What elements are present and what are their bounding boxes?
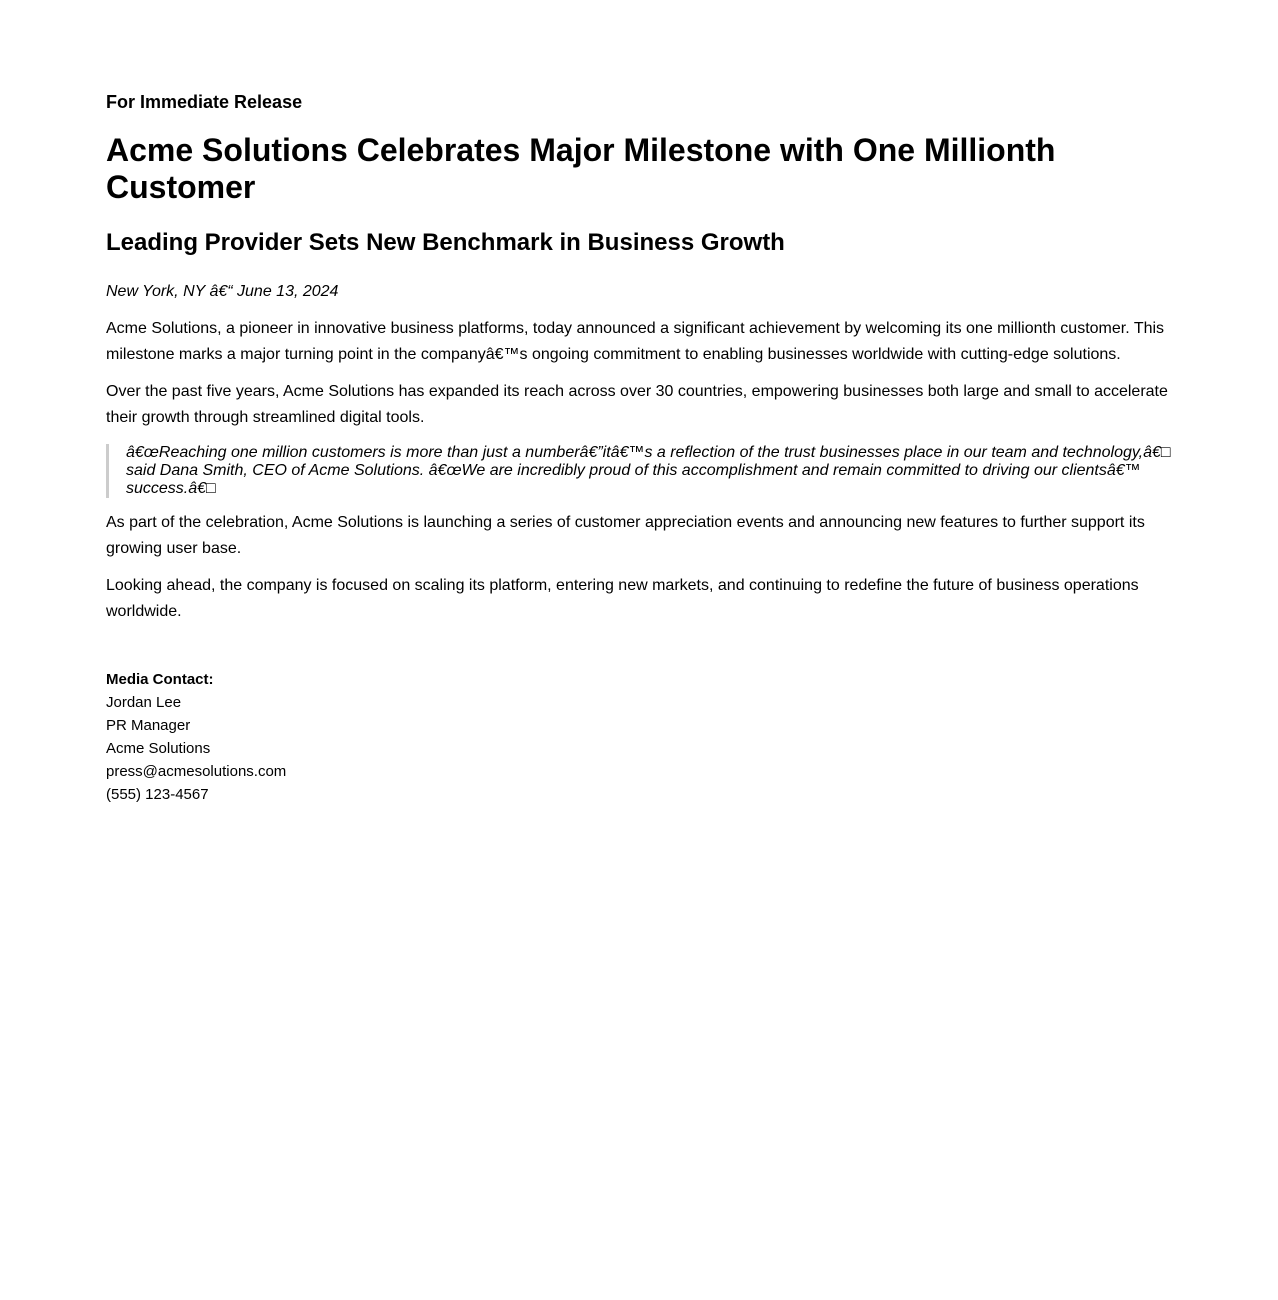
ceo-quote: â€œReaching one million customers is more than just a numberâ€”itâ€™s a reflection of the trust businesses place in our team and technology,â€□ said Dana Smith, CEO of Acme Solutions. â€œWe are incredibly proud of this accomplishment and remain committed to driving our clientsâ€™ success.â€□ — [106, 444, 1172, 498]
press-release — [106, 88, 1172, 806]
subheadline: Leading Provider Sets New Benchmark in Business Growth — [106, 229, 785, 256]
media-contact — [106, 668, 1172, 806]
contact-company: Acme Solutions — [106, 740, 211, 757]
paragraph: Over the past five years, Acme Solutions has expanded its reach across over 30 countries, empowering businesses both large and small to accelerate their growth through streamlined digital tools. — [106, 383, 1168, 426]
contact-email: press@acmesolutions.com — [106, 763, 287, 780]
paragraph: As part of the celebration, Acme Solutions is launching a series of customer appreciation events and announcing new features to further support its growing user base. — [106, 514, 1145, 557]
contact-title: PR Manager — [106, 717, 191, 734]
paragraph: Acme Solutions, a pioneer in innovative business platforms, today announced a significant achievement by welcoming its one millionth customer. This milestone marks a major turning point in the companyâ€™s ongoing commitment to enabling businesses worldwide with cutting-edge solutions. — [106, 320, 1165, 363]
dateline: New York, NY â€“ June 13, 2024 — [106, 283, 339, 300]
contact-name: Jordan Lee — [106, 694, 182, 711]
media-contact-label: Media Contact: — [106, 671, 214, 688]
headline: Acme Solutions Celebrates Major Milestone with One Millionth Customer — [106, 132, 1056, 205]
contact-phone: (555) 123-4567 — [106, 786, 209, 803]
paragraph: Looking ahead, the company is focused on scaling its platform, entering new markets, and continuing to redefine the future of business operations worldwide. — [106, 577, 1139, 620]
release-label: For Immediate Release — [106, 92, 303, 112]
